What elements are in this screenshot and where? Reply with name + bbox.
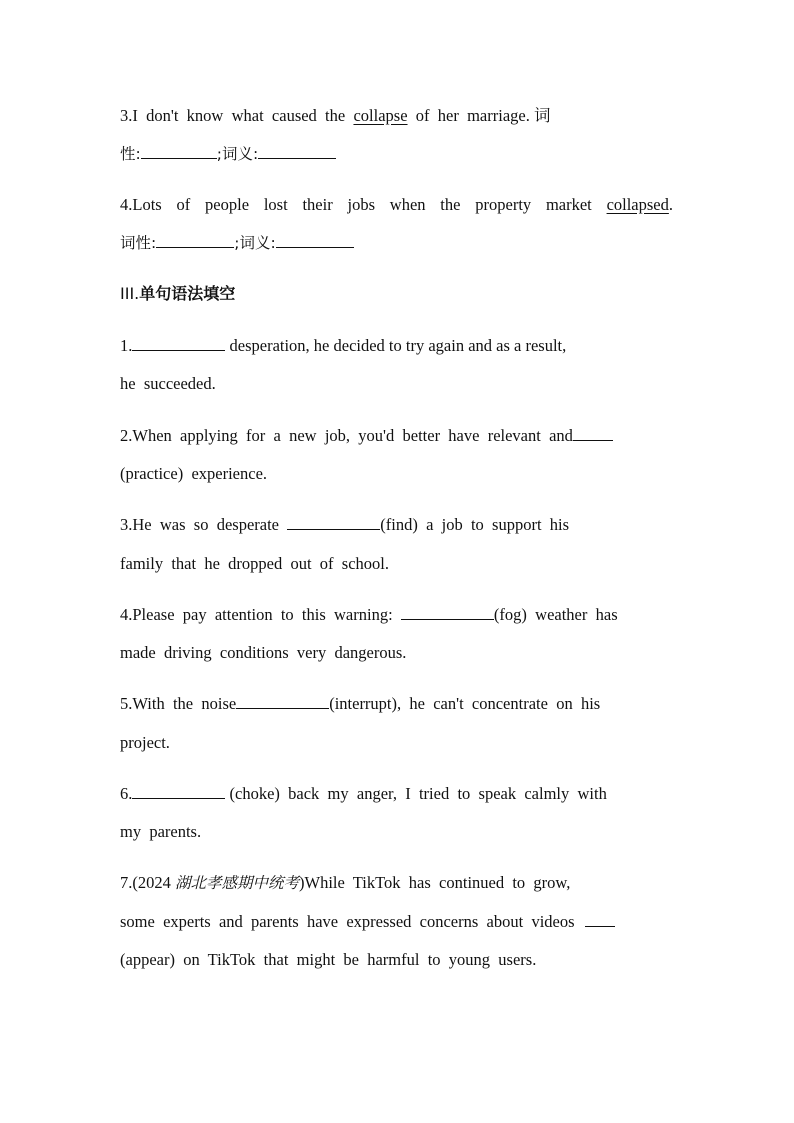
question-5-line-1 xyxy=(120,692,600,716)
item-3-meaning-label: ;词义: xyxy=(216,145,259,163)
question-1-text-2: he succeeded. xyxy=(120,374,216,393)
question-6-text: (choke) back my anger, I tried to speak calmly with xyxy=(225,784,607,803)
question-6-line-1 xyxy=(120,782,607,806)
question-7-line-1 xyxy=(120,871,570,895)
question-7-blank[interactable] xyxy=(585,910,615,927)
item-4-keyword: collapsed xyxy=(606,195,669,214)
item-3-pos-label: 性: xyxy=(120,145,141,163)
question-7-text: 7.(2024 xyxy=(120,873,175,892)
question-1-number: 1. xyxy=(120,336,133,355)
question-7-text-end: )While TikTok has continued to grow, xyxy=(299,873,571,892)
question-1-line-1 xyxy=(120,334,566,358)
item-4-pos-label: 词性: xyxy=(120,234,157,252)
item-4-meaning-label: ;词义: xyxy=(234,234,276,252)
question-5-text-end: (interrupt), he can't concentrate on his xyxy=(329,694,601,713)
item-4-line-1 xyxy=(120,193,673,217)
item-4-text-end: . xyxy=(668,195,673,214)
item-3-text: 3.I don't know what caused the xyxy=(120,106,354,125)
question-5-text: 5.With the noise xyxy=(120,694,237,713)
item-3-line-2 xyxy=(120,142,336,166)
question-2-line-1 xyxy=(120,424,613,448)
question-3-line-2 xyxy=(120,552,389,576)
question-7-text-2: some experts and parents have expressed concerns about videos xyxy=(120,912,575,931)
question-1-text: desperation, he decided to try again and as a result, xyxy=(225,336,567,355)
question-3-text: 3.He was so desperate xyxy=(120,515,288,534)
item-4-meaning-blank[interactable] xyxy=(276,231,354,248)
question-3-blank[interactable] xyxy=(287,513,380,530)
section-number: III. xyxy=(120,284,140,303)
section-heading xyxy=(120,282,235,306)
question-7-line-2 xyxy=(120,910,615,934)
question-3-line-1 xyxy=(120,513,569,537)
item-3-pos-blank[interactable] xyxy=(141,142,217,159)
question-4-line-1 xyxy=(120,603,618,627)
item-3-keyword: collapse xyxy=(353,106,408,125)
item-4-line-2 xyxy=(120,231,354,255)
question-2-line-2 xyxy=(120,462,267,486)
question-2-text-2: (practice) experience. xyxy=(120,464,268,483)
question-4-line-2 xyxy=(120,641,406,665)
question-3-text-end: (find) a job to support his xyxy=(380,515,570,534)
question-5-blank[interactable] xyxy=(236,692,329,709)
question-4-text-2: made driving conditions very dangerous. xyxy=(120,643,407,662)
item-4-pos-blank[interactable] xyxy=(156,231,234,248)
question-4-blank[interactable] xyxy=(401,603,494,620)
item-3-text-end: of her marriage. 词 xyxy=(407,106,551,125)
question-4-text: 4.Please pay attention to this warning: xyxy=(120,605,401,624)
item-3-line-1 xyxy=(120,104,550,128)
question-6-number: 6. xyxy=(120,784,133,803)
question-1-line-2 xyxy=(120,372,216,396)
question-1-blank[interactable] xyxy=(132,334,225,351)
item-4-text: 4.Lots of people lost their jobs when the property market xyxy=(120,195,607,214)
question-4-text-end: (fog) weather has xyxy=(493,605,618,624)
question-5-text-2: project. xyxy=(120,733,170,752)
question-7-line-3 xyxy=(120,948,536,972)
question-7-text-3: (appear) on TikTok that might be harmful to young users. xyxy=(120,950,537,969)
question-5-line-2 xyxy=(120,731,170,755)
item-3-meaning-blank[interactable] xyxy=(258,142,336,159)
question-6-text-2: my parents. xyxy=(120,822,202,841)
question-2-text: 2.When applying for a new job, you'd better have relevant and xyxy=(120,426,573,445)
question-6-line-2 xyxy=(120,820,201,844)
section-title: 单句语法填空 xyxy=(139,284,236,303)
question-2-blank[interactable] xyxy=(573,424,613,441)
question-6-blank[interactable] xyxy=(132,782,225,799)
question-3-text-2: family that he dropped out of school. xyxy=(120,554,389,573)
question-7-source: 湖北孝感期中统考 xyxy=(175,874,300,892)
